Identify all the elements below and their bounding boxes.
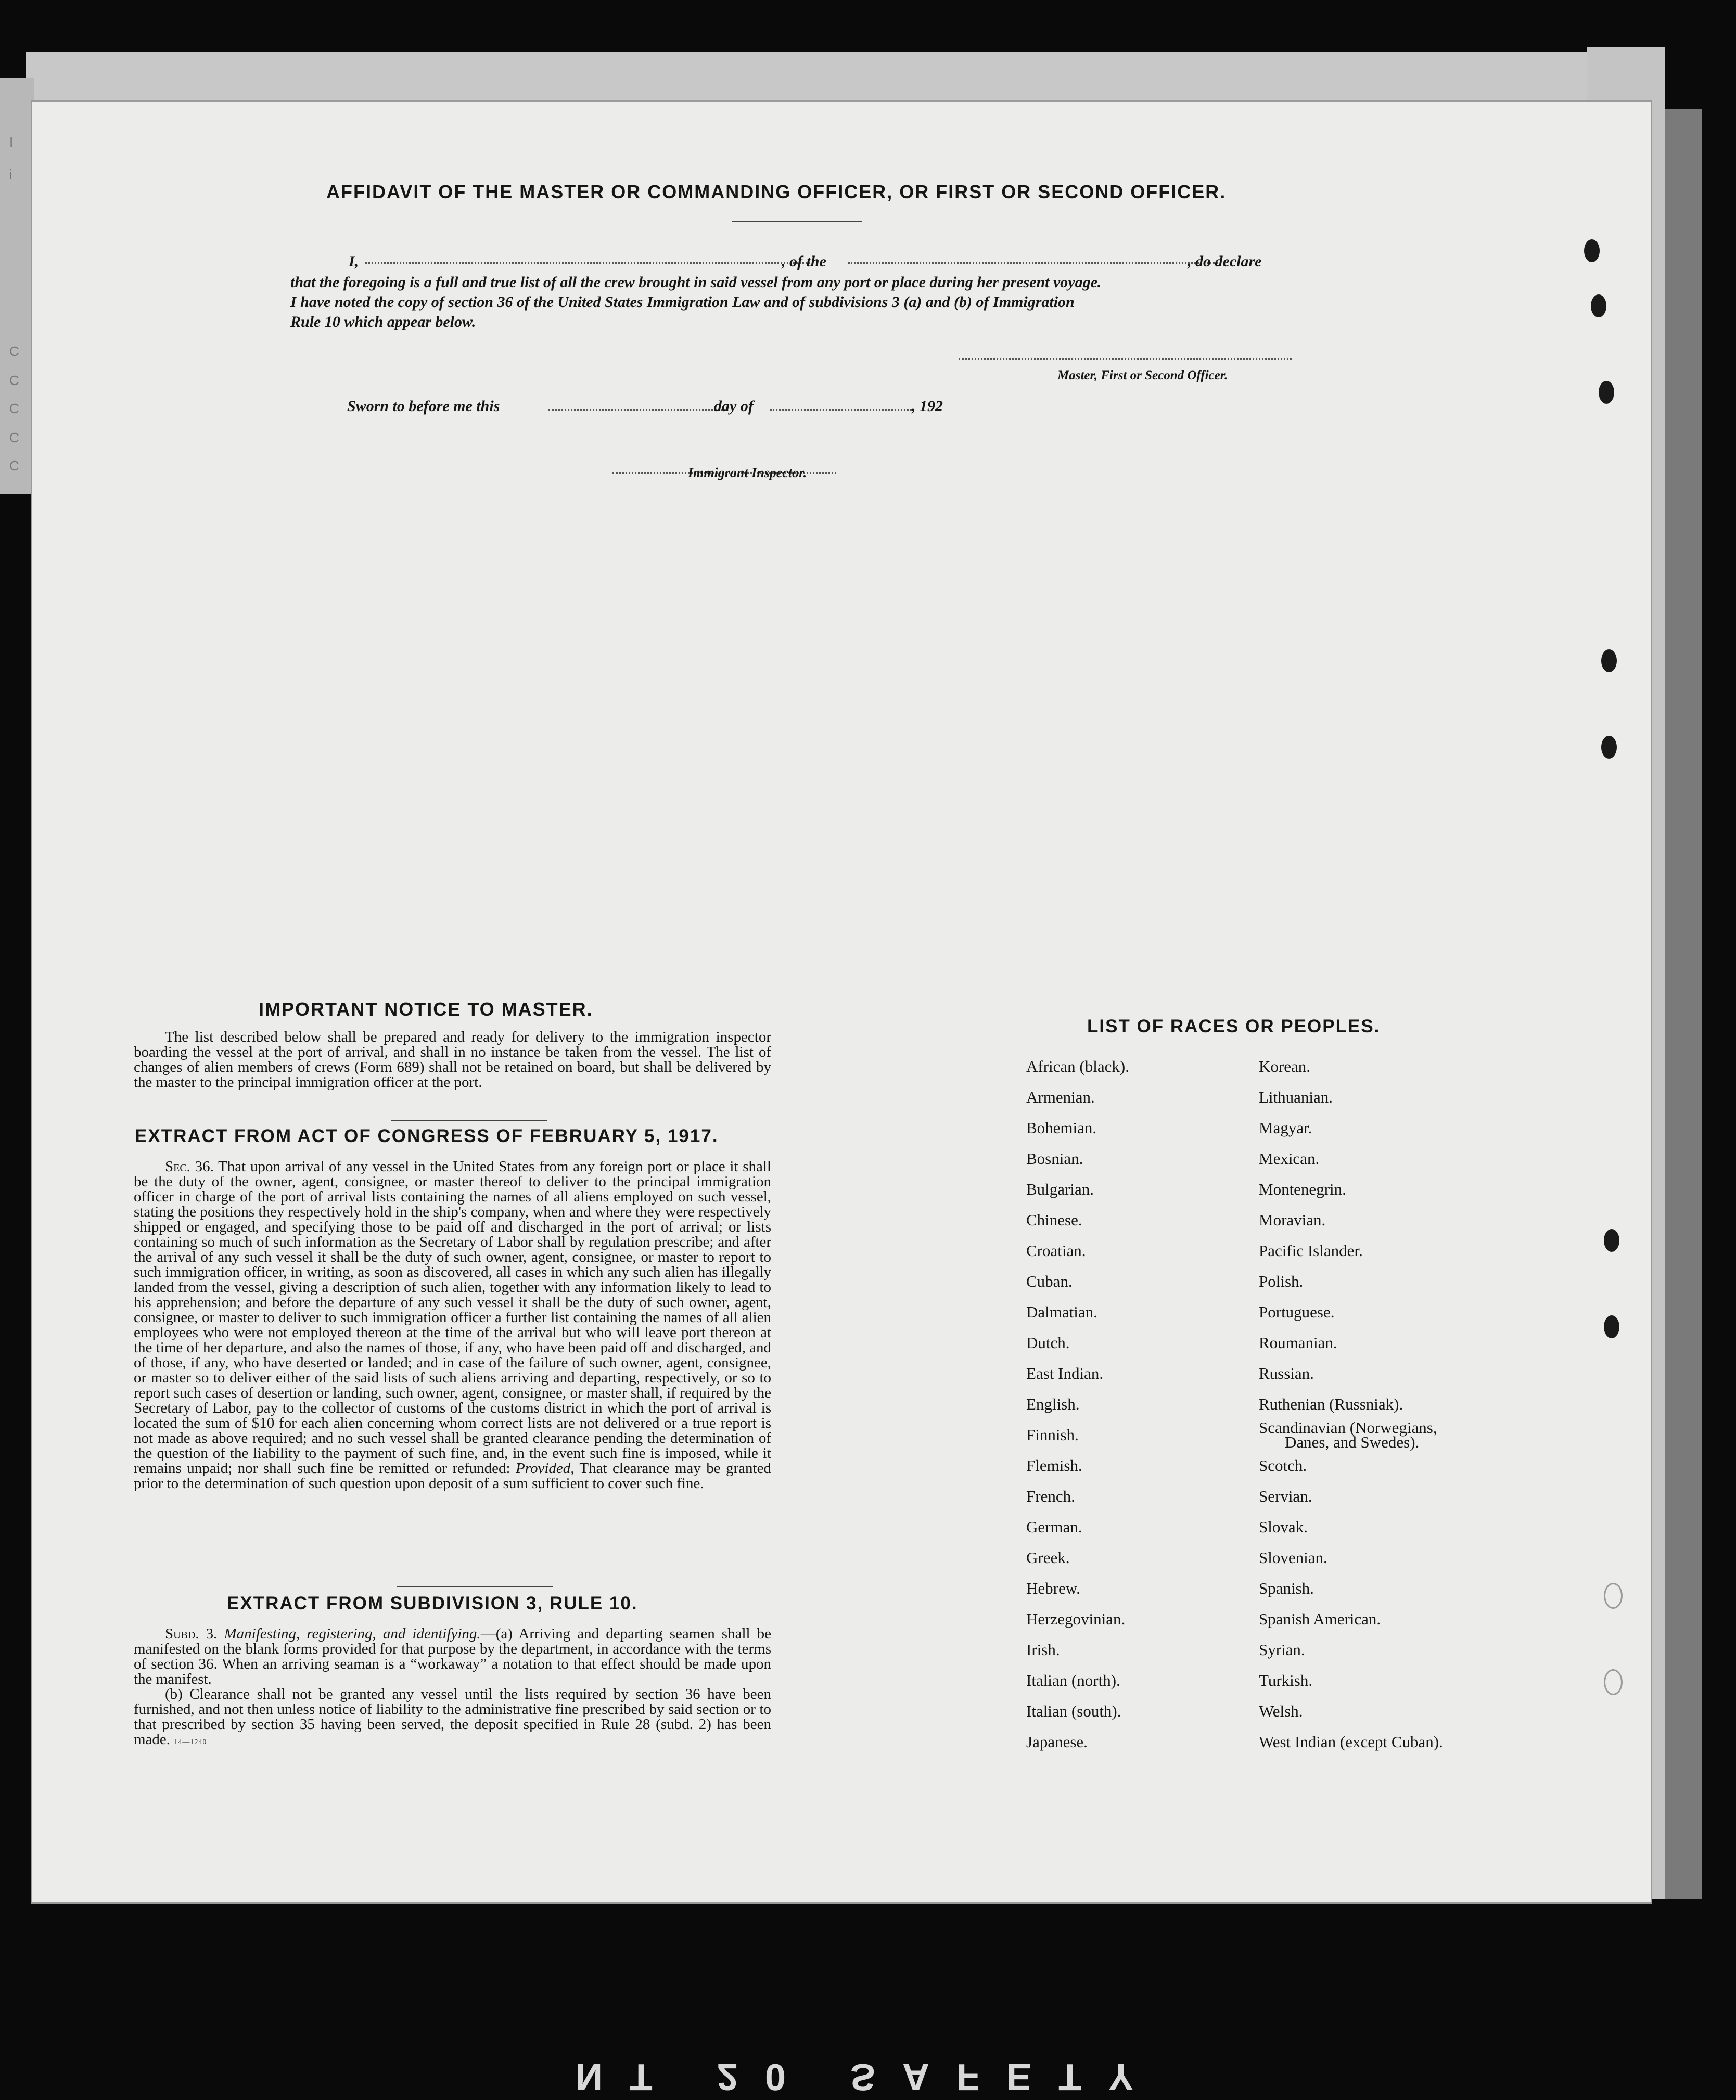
race-item: Bulgarian. [1026, 1180, 1094, 1198]
notice-title: IMPORTANT NOTICE TO MASTER. [259, 998, 593, 1020]
notice-divider [391, 1120, 547, 1121]
races-col-2 [1259, 1051, 1550, 1779]
race-item: Italian (south). [1026, 1702, 1121, 1720]
race-item: East Indian. [1026, 1364, 1104, 1382]
race-item: Turkish. [1259, 1671, 1313, 1689]
race-item: Bosnian. [1026, 1149, 1083, 1168]
year-label: , 192 [912, 398, 943, 415]
side-mark: C [9, 343, 19, 359]
affidavit-line-4: Rule 10 which appear below. [290, 313, 476, 330]
race-item: Moravian. [1259, 1211, 1326, 1229]
extract-act-divider [397, 1586, 553, 1587]
punch-hole-empty [1604, 1669, 1623, 1695]
side-mark: C [9, 458, 19, 473]
race-item: Spanish American. [1259, 1610, 1381, 1628]
side-mark: C [9, 401, 19, 416]
race-item: German. [1026, 1518, 1082, 1536]
sworn-label: Sworn to before me this [347, 398, 500, 415]
day-of-label: day of [714, 398, 754, 415]
race-item: Chinese. [1026, 1211, 1082, 1229]
subd-b-text: Clearance shall not be granted any vessel until the lists required by section 36 have been furnished, and not then unless notice of liability to the administrative fine prescribed by said section or to that prescribed by section 35 having been served, the deposit specified in Rule 28 (subd. 2) has been made. [134, 1686, 772, 1748]
master-name-line [365, 262, 810, 264]
race-item: Polish. [1259, 1272, 1304, 1290]
sec-36-text: That upon arrival of any vessel in the United States from any foreign port or place it shall be the duty of the owner, agent, consignee, or master thereof to deliver to the principal immigration officer in charge of the port of arrival lists containing the names of all aliens employed on such vessel, stating the positions they respectively hold in the ship's company, when and where they were respectively shipped or engaged, and specifying those to be paid off and discharged in the port of arrival; or lists containing so much of such information as the Secretary of Labor shall by regulation prescribe; and after the arrival of any such vessel it shall be the duty of such owner, agent, consignee, or master to report to such immigration officer, in writing, as soon as discovered, all cases in which any such alien has illegally landed from the vessel, giving a description of such alien, together with any information likely to lead to his apprehension; and before the departure of any such vessel it shall be the duty of such owner, agent, consignee, or master to deliver to such immigration officer a further list containing the names of all alien employees who were not employed thereon at the time of the arrival but who will leave port thereon at the time of her departure, and also the names of those, if any, who have been paid off and discharged, and of those, if any, who have deserted or landed; and in case of the failure of such owner, agent, consignee, or master so to deliver either of the said lists of such aliens arriving and departing, respectively, or so to report such cases of desertion or landing, such owner, agent, consignee, or master shall, if required by the Secretary of Labor, pay to the collector of customs of the customs district in which the port of arrival is located the sum of $10 for each alien concerning whom correct lists are not delivered or a true report is not made as above required; and no such vessel shall be granted clearance pending the determination of the question of the liability to the payment of such fine, and, in the event such fine is imposed, while it remains unpaid; nor shall such fine be remitted or refunded: [134, 1158, 771, 1477]
races-title: LIST OF RACES OR PEOPLES. [1087, 1016, 1381, 1036]
subd-a-text: —(a) Arriving and departing seamen shall be manifested on the blank forms provided for that purpose by the department, in accordance with the terms of section 36. When an arriving seaman is a “workaway” a notation to that effect should be made upon the manifest. [134, 1625, 771, 1687]
sworn-day-line [548, 409, 725, 411]
right-edge-strip [1665, 109, 1702, 1899]
race-item: Syrian. [1259, 1641, 1305, 1659]
race-item: Dutch. [1026, 1334, 1070, 1352]
race-item: Dalmatian. [1026, 1303, 1097, 1321]
race-item: Finnish. [1026, 1426, 1079, 1444]
notice-text [134, 1030, 771, 1090]
race-item: Japanese. [1026, 1733, 1088, 1751]
subd-title: Manifesting, registering, and identifying. [224, 1625, 481, 1642]
sworn-month-line [770, 409, 912, 411]
sec-36-label: Sec. 36. [165, 1158, 214, 1175]
side-mark: I [9, 134, 14, 150]
inspector-label: Immigrant Inspector. [688, 465, 807, 480]
race-item: Bohemian. [1026, 1119, 1097, 1137]
race-item: West Indian (except Cuban). [1259, 1733, 1443, 1751]
race-item: Greek. [1026, 1548, 1070, 1567]
side-mark: C [9, 373, 19, 388]
punch-hole [1591, 294, 1606, 317]
subd-b-label: (b) [165, 1686, 183, 1702]
race-item: Pacific Islander. [1259, 1241, 1363, 1260]
film-edge-text: NT 20 SAFETY [575, 2056, 1161, 2097]
race-item: Roumanian. [1259, 1334, 1337, 1352]
race-item: Welsh. [1259, 1702, 1303, 1720]
provided-label: Provided, [516, 1460, 575, 1477]
affidavit-title-underline [732, 221, 862, 222]
subd-b-paragraph [134, 1687, 771, 1750]
race-item: Korean. [1259, 1057, 1310, 1075]
race-item: Slovak. [1259, 1518, 1308, 1536]
race-item: Ruthenian (Russniak). [1259, 1395, 1403, 1413]
race-item: Italian (north). [1026, 1671, 1120, 1689]
punch-hole [1584, 239, 1600, 262]
affidavit-of-the-label: , of the [782, 253, 826, 270]
extract-act-text [134, 1159, 771, 1491]
affidavit-line-2: that the foregoing is a full and true list of all the crew brought in said vessel from any port or place during her present voyage. [290, 274, 1102, 291]
race-item: Croatian. [1026, 1241, 1086, 1260]
punch-hole-empty [1604, 1583, 1623, 1609]
race-item: Slovenian. [1259, 1548, 1327, 1567]
race-item: Scandinavian (Norwegians, [1259, 1418, 1437, 1437]
back-sheet-top [26, 52, 1587, 109]
punch-hole [1601, 736, 1617, 759]
punch-hole [1601, 649, 1617, 672]
affidavit-line-3: I have noted the copy of section 36 of the United States Immigration Law and of subdivisions 3 (a) and (b) of Immigration [290, 293, 1075, 311]
races-col-1 [1026, 1051, 1234, 1779]
race-item-continued: Danes, and Swedes). [1285, 1433, 1420, 1451]
race-item: African (black). [1026, 1057, 1129, 1075]
race-item: Russian. [1259, 1364, 1314, 1382]
race-item: Mexican. [1259, 1149, 1320, 1168]
race-item: Lithuanian. [1259, 1088, 1333, 1106]
extract-act-paragraph [134, 1159, 771, 1491]
form-number: 14—1240 [174, 1738, 207, 1746]
race-item: Flemish. [1026, 1456, 1082, 1475]
extract-rule-title: EXTRACT FROM SUBDIVISION 3, RULE 10. [227, 1593, 638, 1614]
race-item: Cuban. [1026, 1272, 1073, 1290]
race-item: Montenegrin. [1259, 1180, 1346, 1198]
document-page [32, 102, 1651, 1902]
affidavit-declare-label: , do declare [1188, 253, 1262, 270]
extract-act-title: EXTRACT FROM ACT OF CONGRESS OF FEBRUARY 5, 1917. [135, 1126, 719, 1146]
vessel-name-line [848, 262, 1218, 264]
notice-paragraph: The list described below shall be prepared and ready for delivery to the immigration inspector boarding the vessel at the port of arrival, and shall in no instance be taken from the vessel. The list of changes of alien members of crews (Form 689) shall not be retained on board, but shall be delivered by the master to the principal immigration officer at the port. [134, 1029, 771, 1091]
race-item: Herzegovinian. [1026, 1610, 1126, 1628]
race-item: Irish. [1026, 1641, 1060, 1659]
punch-hole [1604, 1315, 1619, 1338]
race-item: Portuguese. [1259, 1303, 1335, 1321]
punch-hole [1599, 381, 1614, 404]
master-signature-line [959, 358, 1292, 360]
punch-hole [1604, 1229, 1619, 1252]
side-mark: i [9, 167, 12, 182]
extract-rule-text [134, 1627, 771, 1750]
race-item: Scotch. [1259, 1456, 1307, 1475]
race-item: French. [1026, 1487, 1075, 1505]
subd-label: Subd. 3. [165, 1625, 218, 1642]
race-item: Hebrew. [1026, 1579, 1080, 1597]
affidavit-title: AFFIDAVIT OF THE MASTER OR COMMANDING OFFICER, OR FIRST OR SECOND OFFICER. [326, 181, 1227, 202]
race-item: Armenian. [1026, 1088, 1095, 1106]
subd-a-paragraph [134, 1627, 771, 1687]
master-signature-label: Master, First or Second Officer. [1057, 368, 1228, 382]
affidavit-i-label: I, [349, 253, 359, 270]
race-item: Magyar. [1259, 1119, 1312, 1137]
sec-36-text-end: That clearance may be granted prior to the determination of such question upon deposit of a sum sufficient to cover such fine. [134, 1460, 771, 1492]
race-item: English. [1026, 1395, 1080, 1413]
side-mark: C [9, 430, 19, 445]
race-item: Servian. [1259, 1487, 1312, 1505]
race-item: Spanish. [1259, 1579, 1314, 1597]
